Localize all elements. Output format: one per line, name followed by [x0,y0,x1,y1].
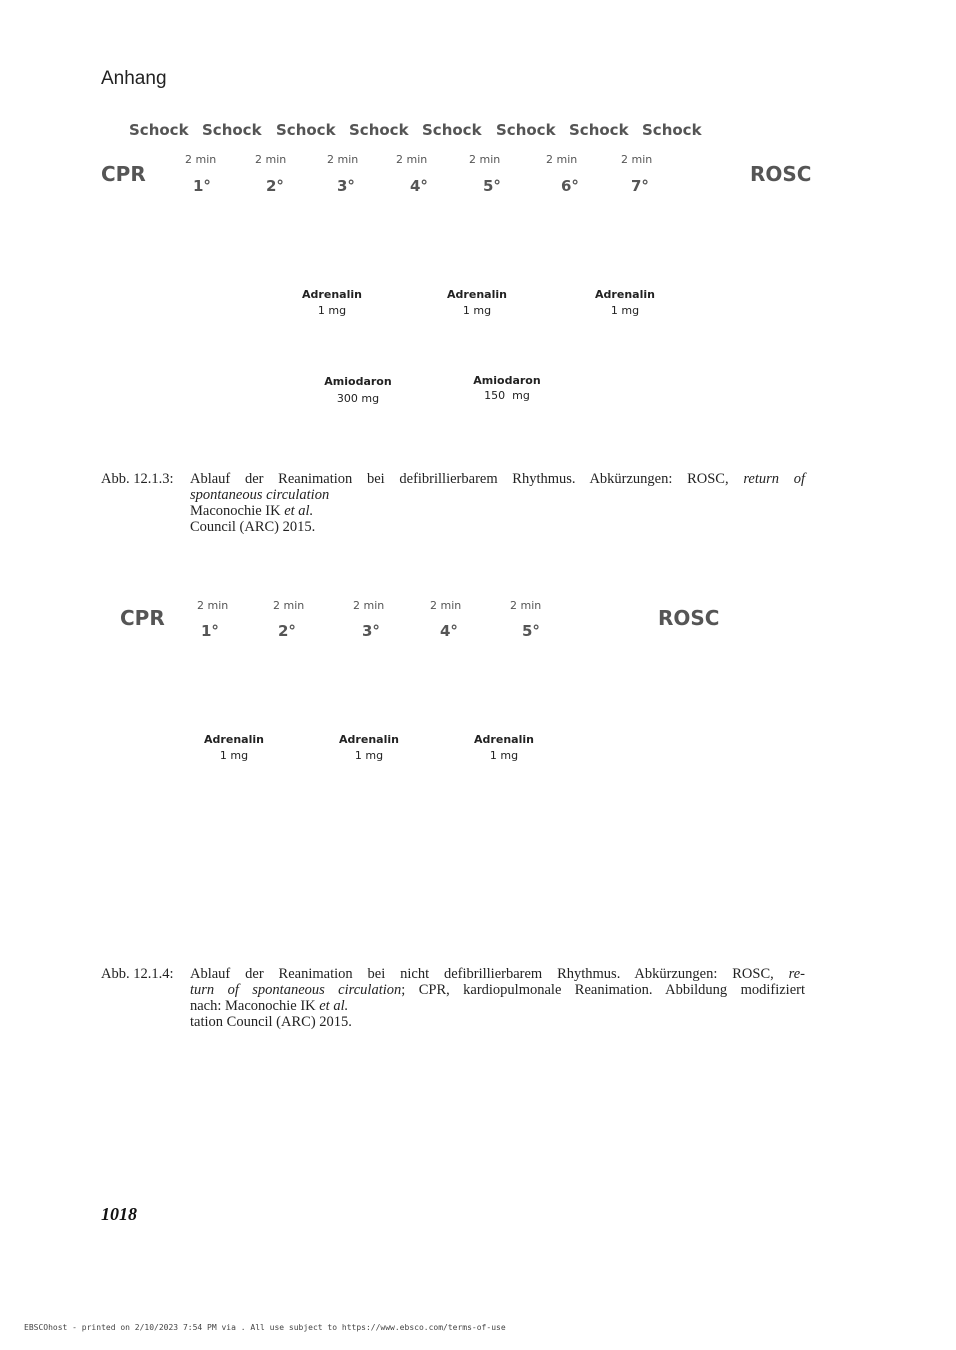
cycle-number: 1° [201,622,219,640]
caption-label: Abb. 12.1.4: [101,966,174,982]
cycle-number: 1° [193,177,211,195]
shock-label: Schock [642,121,702,139]
shock-label: Schock [349,121,409,139]
drug-name: Amiodaron [473,374,541,387]
cycle-number: 2° [278,622,296,640]
shock-label: Schock [276,121,336,139]
cycle-duration: 2 min [255,153,287,166]
caption-text: nach: Maconochie IK [190,998,320,1014]
cycle-number: 5° [483,177,501,195]
caption-italic: spontaneous circulation [190,487,330,503]
drug-dose: 1 mg [354,749,384,762]
caption-text: Ablauf der Reanimation bei defibrillierbarem Rhythmus. Abkürzungen: ROSC, [190,471,744,487]
cpr-label: CPR [101,162,146,186]
drug-dose: 1 mg [219,749,249,762]
cycle-duration: 2 min [510,599,542,612]
cycle-number: 7° [631,177,649,195]
drug-adrenalin [196,732,272,764]
caption-italic: turn of spontaneous circulation [190,982,402,998]
drug-dose: 1 mg [462,304,492,317]
caption-text: Maconochie IK [190,503,285,519]
caption-label: Abb. 12.1.3: [101,471,174,487]
running-header: Anhang [101,68,167,89]
drug-name: Adrenalin [204,733,264,746]
caption-text: Council (ARC) 2015. [190,519,316,535]
cycle-duration: 2 min [621,153,653,166]
rosc-label: ROSC [658,606,720,630]
cycle-duration: 2 min [469,153,501,166]
caption-text: tation Council (ARC) 2015. [190,1014,352,1030]
drug-name: Amiodaron [324,375,392,388]
drug-name: Adrenalin [447,288,507,301]
drug-adrenalin [466,732,542,764]
cpr-label: CPR [120,606,165,630]
shock-label: Schock [569,121,629,139]
drug-dose: 150 mg [484,389,530,402]
shock-label: Schock [422,121,482,139]
drug-dose: 1 mg [317,304,347,317]
cycle-duration: 2 min [197,599,229,612]
drug-name: Adrenalin [595,288,655,301]
drug-name: Adrenalin [339,733,399,746]
cycle-number: 6° [561,177,579,195]
shock-label: Schock [202,121,262,139]
cycle-duration: 2 min [353,599,385,612]
cycle-duration: 2 min [546,153,578,166]
drug-adrenalin [331,732,407,764]
shock-label: Schock [496,121,556,139]
cycle-duration: 2 min [185,153,217,166]
caption-italic: et al. [284,503,314,519]
cycle-duration: 2 min [327,153,359,166]
drug-amiodaron [318,373,398,407]
cycle-number: 3° [337,177,355,195]
cycle-duration: 2 min [273,599,305,612]
drug-name: Adrenalin [302,288,362,301]
shock-label: Schock [129,121,189,139]
drug-dose: 300 mg [336,392,380,405]
drug-dose: 1 mg [610,304,640,317]
cycle-number: 3° [362,622,380,640]
drug-adrenalin [587,287,663,319]
caption-italic: re- [788,966,805,982]
drug-dose: 1 mg [489,749,519,762]
cycle-number: 5° [522,622,540,640]
print-footer: EBSCOhost - printed on 2/10/2023 7:54 PM via . All use subject to https://www.ebsco.com/terms-of-use [24,1323,506,1332]
cycle-duration: 2 min [430,599,462,612]
drug-adrenalin [294,287,370,319]
page-number: 1018 [101,1204,137,1224]
cycle-number: 2° [266,177,284,195]
caption-text: Ablauf der Reanimation bei nicht defibrillierbarem Rhythmus. Abkürzungen: ROSC, [190,966,789,982]
drug-amiodaron [467,373,547,403]
cycle-duration: 2 min [396,153,428,166]
caption-italic: et al. [319,998,349,1014]
figure-caption [101,966,805,1030]
caption-text: ; CPR, kardiopulmonale Reanimation. Abbildung modifiziert [401,982,805,998]
cycle-number: 4° [410,177,428,195]
caption-italic: return of [743,471,806,487]
drug-name: Adrenalin [474,733,534,746]
drug-adrenalin [439,287,515,319]
cycle-number: 4° [440,622,458,640]
figure-caption [101,471,805,535]
rosc-label: ROSC [750,162,812,186]
